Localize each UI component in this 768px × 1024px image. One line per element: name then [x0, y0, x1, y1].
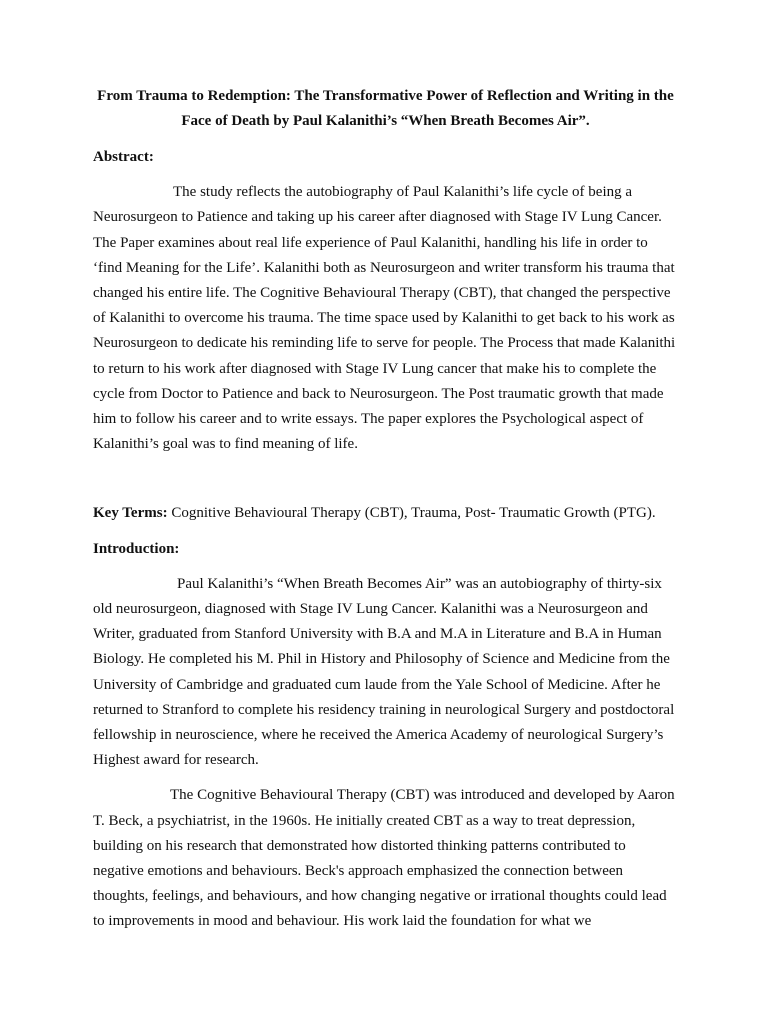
abstract-heading: Abstract:: [93, 149, 154, 165]
paragraph-gap: [93, 773, 678, 783]
key-terms-text: Cognitive Behavioural Therapy (CBT), Trauma, Post- Traumatic Growth (PTG).: [167, 505, 656, 522]
section-gap: [93, 457, 678, 501]
introduction-paragraph-1: Paul Kalanithi’s “When Breath Becomes Air” was an autobiography of thirty-six old neurosurgeon, diagnosed with Stage IV Lung Cancer. Kalanithi was a Neurosurgeon and Writer, graduated from Stanford University with B.A and M.A in Literature and B.A in Human Biology. He completed his M. Phil in History and Philosophy of Science and Medicine from the University of Cambridge and graduated cum laude from the Yale School of Medicine. After he returned to Stranford to complete his residency training in neurological Surgery and postdoctoral fellowship in neuroscience, where he received the America Academy of neurological Surgery’s Highest award for research.: [93, 575, 675, 769]
paper-title: From Trauma to Redemption: The Transformative Power of Reflection and Writing in the Face of Death by Paul Kalanithi’s “When Breath Becomes Air”.: [97, 88, 674, 129]
abstract-text: The study reflects the autobiography of Paul Kalanithi’s life cycle of being a Neurosurgeon to Patience and taking up his career after diagnosed with Stage IV Lung Cancer. The Paper examines about real life experience of Paul Kalanithi, handling his life in order to ‘find Meaning for the Life’. Kalanithi both as Neurosurgeon and writer transform his trauma that changed his entire life. The Cognitive Behavioural Therapy (CBT), that changed the perspective of Kalanithi to overcome his trauma. The time space used by Kalanithi to get back to his work as Neurosurgeon to dedicate his reminding life to serve for people. The Process that made Kalanithi to return to his work after diagnosed with Stage IV Lung cancer that make his to complete the cycle from Doctor to Patience and back to Neurosurgeon. The Post traumatic growth that made him to follow his career and to write essays. The paper explores the Psychological aspect of Kalanithi’s goal was to find meaning of life.: [93, 184, 676, 453]
introduction-paragraph-2: The Cognitive Behavioural Therapy (CBT) was introduced and developed by Aaron T. Beck, a psychiatrist, in the 1960s. He initially created CBT as a way to treat depression, building on his research that demonstrated how distorted thinking patterns contributed to negative emotions and behaviours. Beck's approach emphasized the connection between thoughts, feelings, and behaviours, and how changing negative or irrational thoughts could lead to improvements in mood and behaviour. His work laid the foundation for what we: [93, 787, 675, 930]
key-terms-label: Key Terms:: [93, 505, 168, 522]
introduction-heading: Introduction:: [93, 540, 180, 557]
document-page: [93, 84, 678, 935]
key-terms: [93, 501, 678, 526]
